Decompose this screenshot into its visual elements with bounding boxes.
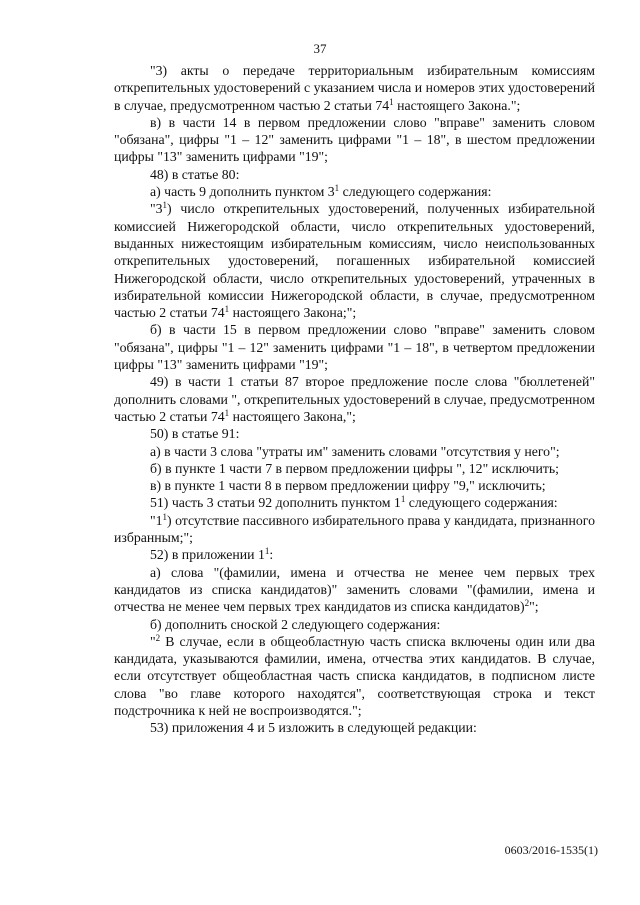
- paragraph-a-words-replace: а) слова "(фамилии, имена и отчества не менее чем первых трех кандидатов из списка кандидатов)" заменить словами "(фамилии, имена и отчества не менее чем первых трех кандидатов из списка кандидатов)$^2$";: [114, 564, 595, 615]
- paragraph-49-article-87: 49) в части 1 статьи 87 второе предложение после слова "бюллетеней" дополнить словами ", открепительных удостоверений в случае, предусмотренном частью 2 статьи $74^1$ настоящего Закона,";: [114, 374, 595, 424]
- paragraph-52-appendix: 52) в приложении $1^1$:: [150, 546, 274, 563]
- paragraph-a-part-3: а) в части 3 слова "утраты им" заменить словами "отсутствия у него";: [150, 443, 560, 459]
- paragraph-b-part-15: б) в части 15 в первом предложении слово "вправе" заменить словом "обязана", цифры "1 – 12" заменить цифрами "1 – 18", в четвертом предложении цифры "13" заменить цифрами "19";: [114, 322, 595, 373]
- paragraph-b-footnote-2: б) дополнить сноской 2 следующего содержания:: [150, 616, 441, 632]
- document-code: 0603/2016-1535(1): [504, 843, 598, 857]
- document-body: [114, 62, 595, 737]
- paragraph-v-item-1-part-8: в) в пункте 1 части 8 в первом предложении цифру "9," исключить;: [150, 478, 546, 494]
- paragraph-item-3-acts: "3) акты о передаче территориальным избирательным комиссиям открепительных удостоверений с указанием числа и номеров этих удостоверений в случае, предусмотренном частью 2 статьи $74^1$ настоящего Закона.";: [114, 63, 595, 113]
- paragraph-a-part-9: а) часть 9 дополнить пунктом $3^1$ следующего содержания:: [150, 183, 492, 200]
- paragraph-50-article-91: 50) в статье 91:: [150, 426, 240, 442]
- paragraph-v-part-14: в) в части 14 в первом предложении слово "вправе" заменить словом "обязана", цифры "1 – 12" заменить цифрами "1 – 18", в шестом предложении цифры "13" заменить цифрами "19";: [114, 114, 595, 165]
- paragraph-48-article-80: 48) в статье 80:: [150, 166, 240, 182]
- paragraph-footnote-2-text: "$^2$ В случае, если в общеобластную часть списка включены один или два кандидата, указываются фамилии, имена, отчества этих кандидатов. В случае, если отсутствует общеобластная часть списка кандидатов, в подписном листе слова "во главе которого находятся", соответствующая строка и текст подстрочника к ней не воспроизводятся.";: [114, 632, 595, 718]
- paragraph-item-1-1-passive-right: "$1^1$) отсутствие пассивного избирательного права у кандидата, признанного избранным;";: [114, 511, 595, 546]
- paragraph-item-3-1-count: "$3^1$) число открепительных удостоверений, полученных избирательной комиссией Нижегородской области, число открепительных удостоверений, выданных нижестоящим избирательным комиссиям, число неиспользованных открепительных удостоверений, погашенных избирательной комиссией Нижегородской области, число открепительных удостоверений, утраченных в избирательной комиссии Нижегородской области, в случае, предусмотренном частью 2 статьи $74^1$ настоящего Закона;";: [114, 200, 595, 321]
- page-number: 37: [313, 41, 327, 56]
- paragraph-b-item-1-part-7: б) в пункте 1 части 7 в первом предложении цифры ", 12" исключить;: [150, 460, 560, 476]
- paragraph-51-article-92: 51) часть 3 статьи 92 дополнить пунктом $1^1$ следующего содержания:: [150, 494, 558, 511]
- paragraph-53-appendices: 53) приложения 4 и 5 изложить в следующей редакции:: [150, 720, 477, 736]
